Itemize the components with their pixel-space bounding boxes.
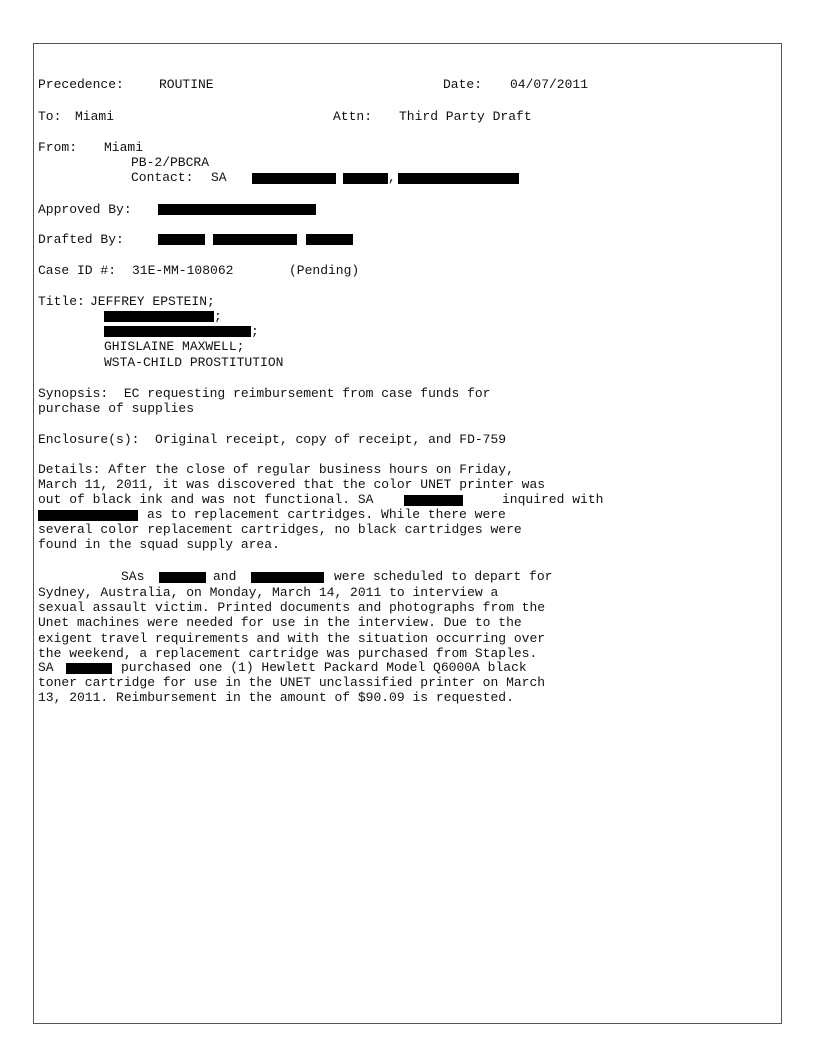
contact-prefix: SA xyxy=(211,170,227,185)
redaction-details-contact xyxy=(38,510,138,521)
redaction-para2-sa-1 xyxy=(159,572,206,583)
redaction-drafted-by-2 xyxy=(213,234,297,245)
details-line-3b: inquired with xyxy=(502,492,604,507)
redaction-contact-name-2 xyxy=(343,173,388,184)
attn-value: Third Party Draft xyxy=(399,109,532,124)
details-line-2: March 11, 2011, it was discovered that the color UNET printer was xyxy=(38,477,546,492)
synopsis-line-1: Synopsis: EC requesting reimbursement from case funds for xyxy=(38,386,491,401)
para2-line-1b: and xyxy=(213,569,237,584)
attn-label: Attn: xyxy=(333,109,373,124)
from-unit: PB-2/PBCRA xyxy=(131,155,210,170)
case-id-value: 31E-MM-108062 xyxy=(132,263,234,278)
para2-line-1a: SAs xyxy=(121,569,145,584)
redaction-drafted-by-3 xyxy=(306,234,353,245)
details-line-6: found in the squad supply area. xyxy=(38,537,280,552)
para2-body: Sydney, Australia, on Monday, March 14, 2011 to interview a sexual assault victim. Printed documents and photographs from the Unet machines were needed for use in the interview. Due to the exigent travel requirements and with the situation occurring over the weekend, a replacement cartridge was purchased from Staples. xyxy=(38,585,546,661)
precedence-value: ROUTINE xyxy=(159,77,214,92)
details-line-4: as to replacement cartridges. While there were xyxy=(147,507,506,522)
title-subject-1: JEFFREY EPSTEIN; xyxy=(90,294,215,309)
drafted-by-label: Drafted By: xyxy=(38,232,124,247)
redaction-contact-name-1 xyxy=(252,173,336,184)
redaction-para2-sa-3 xyxy=(66,663,112,674)
redaction-details-sa xyxy=(404,495,463,506)
date-label: Date: xyxy=(443,77,483,92)
date-value: 04/07/2011 xyxy=(510,77,589,92)
para2-line-7a: SA xyxy=(38,660,54,675)
from-label: From: xyxy=(38,140,78,155)
case-status: (Pending) xyxy=(289,263,360,278)
para2-line-9: 13, 2011. Reimbursement in the amount of $90.09 is requested. xyxy=(38,690,514,705)
title-label: Title: xyxy=(38,294,85,309)
enclosures: Enclosure(s): Original receipt, copy of receipt, and FD-759 xyxy=(38,432,507,447)
title-semicolon-2: ; xyxy=(214,309,222,324)
para2-line-7b: purchased one (1) Hewlett Packard Model Q6000A black xyxy=(121,660,527,675)
details-line-3a: out of black ink and was not functional. SA xyxy=(38,492,374,507)
to-label: To: xyxy=(38,109,62,124)
redaction-title-subject-3 xyxy=(104,326,251,337)
details-line-1: Details: After the close of regular business hours on Friday, xyxy=(38,462,514,477)
synopsis-line-2: purchase of supplies xyxy=(38,401,195,416)
from-value: Miami xyxy=(104,140,144,155)
title-subject-5: WSTA-CHILD PROSTITUTION xyxy=(104,355,284,370)
contact-label: Contact: xyxy=(131,170,194,185)
title-subject-4: GHISLAINE MAXWELL; xyxy=(104,339,245,354)
redaction-contact-phone xyxy=(398,173,519,184)
to-value: Miami xyxy=(75,109,115,124)
para2-line-1c: were scheduled to depart for xyxy=(334,569,553,584)
redaction-title-subject-2 xyxy=(104,311,214,322)
redaction-drafted-by-1 xyxy=(158,234,205,245)
case-id-label: Case ID #: xyxy=(38,263,117,278)
approved-by-label: Approved By: xyxy=(38,202,132,217)
title-semicolon-3: ; xyxy=(251,324,259,339)
details-line-5: several color replacement cartridges, no black cartridges were xyxy=(38,522,522,537)
para2-line-8: toner cartridge for use in the UNET unclassified printer on March xyxy=(38,675,546,690)
contact-comma: , xyxy=(388,170,396,185)
precedence-label: Precedence: xyxy=(38,77,124,92)
redaction-approved-by xyxy=(158,204,316,215)
redaction-para2-sa-2 xyxy=(251,572,324,583)
